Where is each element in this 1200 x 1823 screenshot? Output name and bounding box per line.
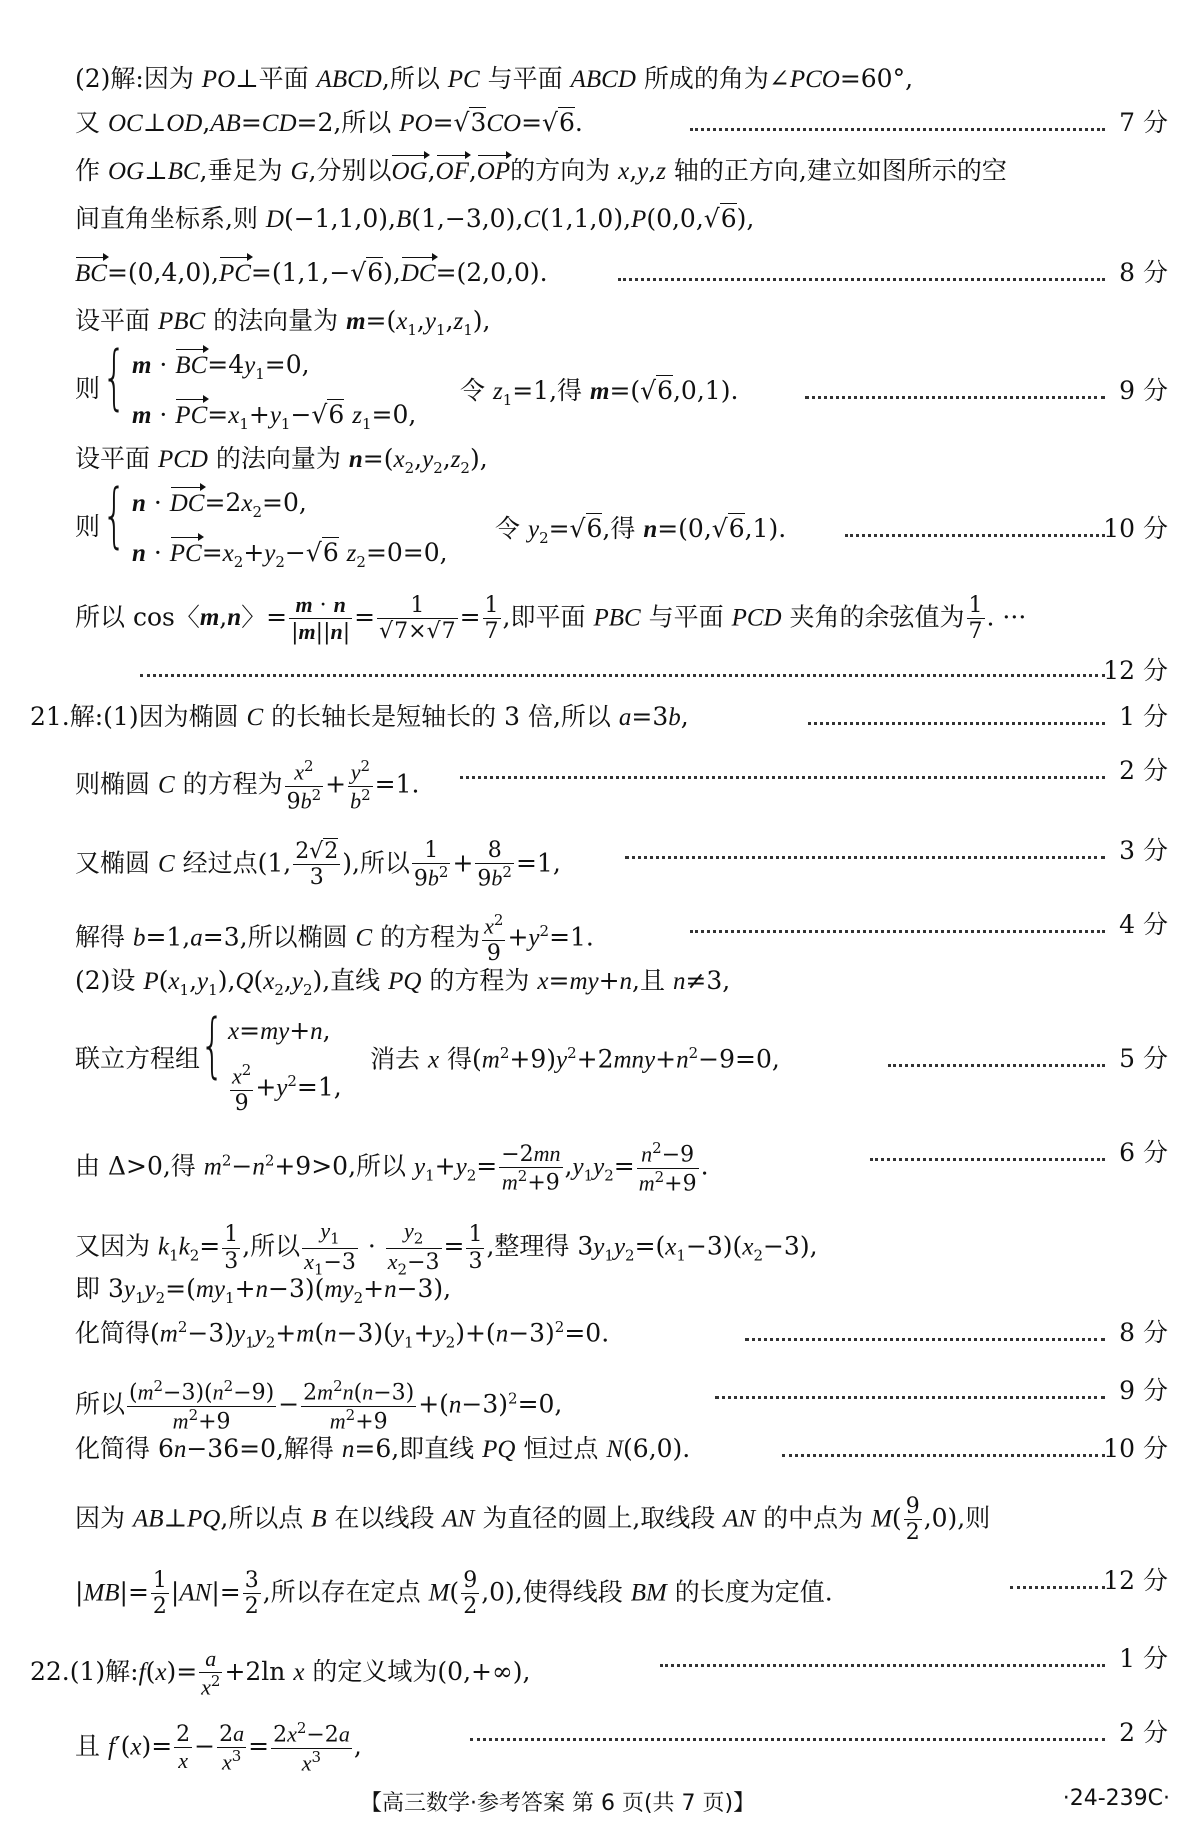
p20-eq-m2: $m \cdot PC=x_1+y_1-√6$ $z_1=0$, bbox=[132, 400, 417, 433]
p20-then-1: 则 bbox=[75, 374, 101, 403]
leader-dots bbox=[625, 856, 1105, 859]
p20-eq-n1: $n \cdot DC=2x_2=0$, bbox=[132, 488, 307, 521]
score-10: 10 分 bbox=[1103, 514, 1168, 543]
p21-system-eq2: $\frac{x^2}{9}$ $+y^2=1$, bbox=[232, 1061, 342, 1116]
p22-line-2: 且 f′(x)= $\frac{2}{x}$ − $\frac{2a}{x^3}$ = $\frac{2x^2-2a}{x^3}$ , bbox=[75, 1719, 362, 1775]
leader-dots bbox=[690, 930, 1105, 933]
leader-dots bbox=[845, 534, 1105, 537]
p21-line-5: (2)设 $P(x_1,y_1),Q(x_2,y_2)$,直线 PQ 的方程为 x=my+n,且 n≠3, bbox=[75, 966, 731, 999]
leader-dots bbox=[745, 1338, 1105, 1341]
leader-dots bbox=[782, 1454, 1105, 1457]
p21-line-9: 即 $3y_1y_2=(my_1+n-3)(my_2+n-3)$, bbox=[75, 1274, 452, 1307]
score-9: 9 分 bbox=[1119, 376, 1168, 405]
p20-let-y2: 令 $y_2=√6$,得 n=(0,√6,1). bbox=[495, 514, 787, 547]
score-2: 2 分 bbox=[1119, 756, 1168, 785]
score-8b: 8 分 bbox=[1119, 1318, 1168, 1347]
p21-line-14: |MB|= $\frac{1}{2}$ |AN|= $\frac{3}{2}$ ,所以存在定点 M( $\frac{9}{2}$ ,0),使得线段 BM 的长度为定值. bbox=[75, 1568, 833, 1620]
leader-dots bbox=[660, 1664, 1105, 1667]
score-8: 8 分 bbox=[1119, 258, 1168, 287]
p21-line-4: 解得 b=1,a=3,所以椭圆 C 的方程为 $\frac{x^2}{9}$ $+y^2=1$. bbox=[75, 911, 594, 966]
leader-dots bbox=[460, 776, 1105, 779]
p20-cos-line: 所以 cos〈m,n〉= $\frac{m \cdot n}{|m||n|}$ = $\frac{1}{√7\times√7}$ = $\frac{1}{7}$ ,即平面 PBC 与平面 PCD 夹角的余弦值为 $\frac{1}{7}$ . ··· bbox=[75, 592, 1027, 646]
p21-line-7: 由 Δ>0,得 $m^2-n^2+9>0$,所以 $y_1+y_2=$ $\frac{-2mn}{m^2+9}$ $,y_1y_2=$ $\frac{n^2-9}{m^2+9}$ . bbox=[75, 1139, 709, 1196]
p22-line-1: 22.(1)解:f(x)= $\frac{a}{x^2}$ +2ln x 的定义域为(0,+∞), bbox=[30, 1646, 531, 1700]
p20-line-6: 设平面 PBC 的法向量为 $m=(x_1,y_1,z_1)$, bbox=[75, 306, 491, 339]
p20-line-5: BC=(0,4,0),PC=(1,1,−√6),DC=(2,0,0). bbox=[75, 258, 548, 287]
leader-dots bbox=[805, 396, 1105, 399]
score-12b: 12 分 bbox=[1103, 1566, 1168, 1595]
p21-eliminate: 消去 x 得$(m^2+9)y^2+2mny+n^2-9=0$, bbox=[370, 1044, 780, 1074]
p20-line-4: 间直角坐标系,则 D(−1,1,0),B(1,−3,0),C(1,1,0),P(0,0,√6), bbox=[75, 204, 755, 233]
leader-dots bbox=[618, 278, 1105, 281]
score-2c: 2 分 bbox=[1119, 1718, 1168, 1747]
p21-line-12: 化简得 6n−36=0,解得 n=6,即直线 PQ 恒过点 N(6,0). bbox=[75, 1434, 691, 1463]
score-4: 4 分 bbox=[1119, 910, 1168, 939]
score-7: 7 分 bbox=[1119, 108, 1168, 137]
p20-line-3: 作 OG⊥BC,垂足为 G,分别以OG,OF,OP的方向为 x,y,z 轴的正方向,建立如图所示的空 bbox=[75, 156, 1007, 185]
system-brace: { bbox=[200, 1004, 225, 1086]
score-12: 12 分 bbox=[1103, 656, 1168, 685]
score-5: 5 分 bbox=[1119, 1044, 1168, 1073]
page-footer-code: ·24-239C· bbox=[1062, 1786, 1170, 1811]
score-3: 3 分 bbox=[1119, 836, 1168, 865]
p21-system-eq1: x=my+n, bbox=[228, 1016, 331, 1045]
leader-dots bbox=[715, 1396, 1105, 1399]
leader-dots bbox=[690, 128, 1105, 131]
leader-dots bbox=[470, 1738, 1105, 1741]
p21-line-13: 因为 AB⊥PQ,所以点 B 在以线段 AN 为直径的圆上,取线段 AN 的中点为 M( $\frac{9}{2}$ ,0),则 bbox=[75, 1494, 991, 1546]
p21-line-10: 化简得$(m^2-3)y_1y_2+m(n-3)(y_1+y_2)+(n-3)^2=0$. bbox=[75, 1318, 610, 1352]
leader-dots bbox=[808, 722, 1105, 725]
p21-system-label: 联立方程组 bbox=[75, 1044, 201, 1073]
system-brace: { bbox=[102, 474, 127, 556]
p21-line-1: 21.解:(1)因为椭圆 C 的长轴长是短轴长的 3 倍,所以 a=3b, bbox=[30, 702, 689, 731]
p20-eq-m1: $m \cdot BC=4y_1=0$, bbox=[132, 350, 310, 383]
system-brace: { bbox=[102, 336, 127, 418]
score-1c: 1 分 bbox=[1119, 1644, 1168, 1673]
score-6: 6 分 bbox=[1119, 1138, 1168, 1167]
leader-dots bbox=[870, 1158, 1105, 1161]
leader-dots bbox=[888, 1064, 1105, 1067]
score-1: 1 分 bbox=[1119, 702, 1168, 731]
p21-line-2: 则椭圆 C 的方程为 $\frac{x^2}{9b^2}$ + $\frac{y^2}{b^2}$ =1. bbox=[75, 757, 420, 814]
p21-line-3: 又椭圆 C 经过点(1, $\frac{2√2}{3}$ ),所以 $\frac{1}{9b^2}$ + $\frac{8}{9b^2}$ =1, bbox=[75, 838, 561, 892]
p20-line-1: (2)解:因为 PO⊥平面 ABCD,所以 PC 与平面 ABCD 所成的角为∠PCO=60°, bbox=[75, 64, 914, 93]
page-footer-center: 【高三数学·参考答案 第 6 页(共 7 页)】 bbox=[360, 1791, 756, 1816]
leader-dots bbox=[140, 674, 1105, 677]
p20-let-z1: 令 $z_1=1$,得 m=(√6,0,1). bbox=[460, 376, 739, 409]
p21-line-11: 所以 $\frac{(m^2-3)(n^2-9)}{m^2+9}$ − $\frac{2m^2n(n-3)}{m^2+9}$ $+(n-3)^2=0$, bbox=[75, 1377, 563, 1434]
p20-line-2: 又 OC⊥OD,AB=CD=2,所以 PO=√3CO=√6. bbox=[75, 108, 583, 137]
leader-dots bbox=[1010, 1586, 1105, 1589]
p20-then-2: 则 bbox=[75, 512, 101, 541]
score-10b: 10 分 bbox=[1103, 1434, 1168, 1463]
p20-line-8: 设平面 PCD 的法向量为 $n=(x_2,y_2,z_2)$, bbox=[75, 444, 488, 477]
score-9b: 9 分 bbox=[1119, 1376, 1168, 1405]
p20-eq-n2: $n \cdot PC=x_2+y_2-√6$ $z_2=0=0$, bbox=[132, 538, 448, 571]
p21-line-8: 又因为 $k_1k_2=$ $\frac{1}{3}$ ,所以 $\frac{y_1}{x_1-3}$ · $\frac{y_2}{x_2-3}$ = $\frac{1}{3}$ ,整理得 $3y_1y_2=(x_1-3)(x_2-3)$, bbox=[75, 1218, 818, 1279]
